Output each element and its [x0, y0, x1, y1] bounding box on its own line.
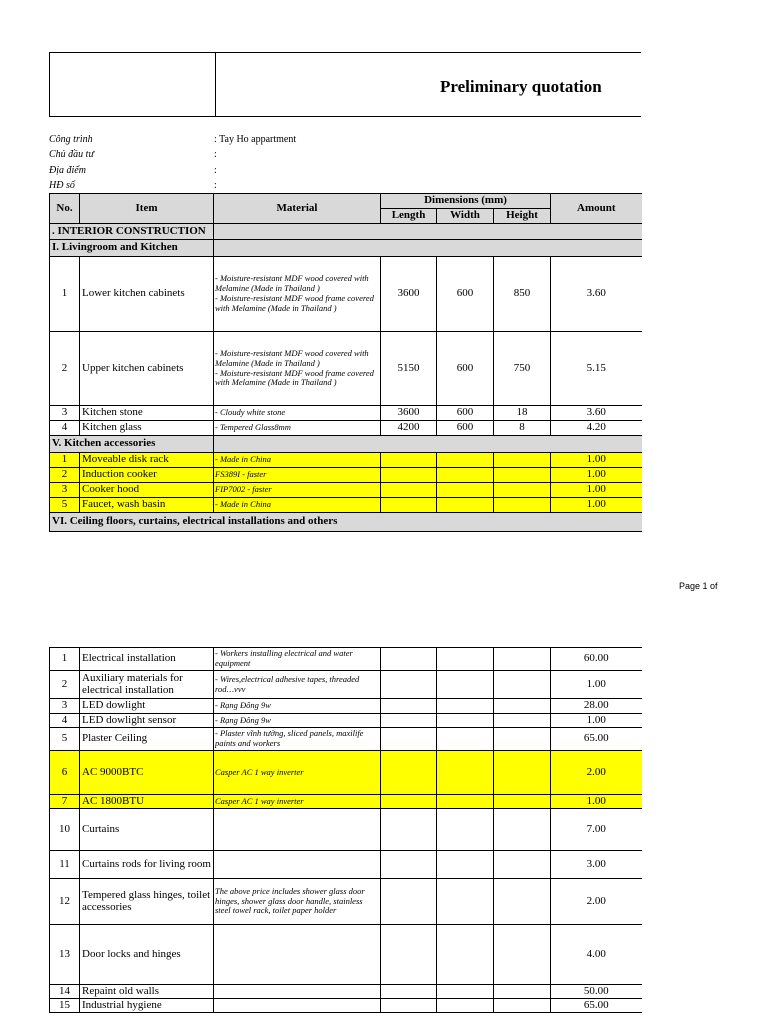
table-row	[50, 332, 642, 406]
table-row	[50, 406, 642, 421]
row-item: Induction cooker	[80, 468, 214, 483]
table-row	[50, 671, 642, 699]
quotation-table-page1	[49, 193, 642, 532]
row-no: 14	[50, 985, 80, 999]
table-row	[50, 999, 642, 1013]
header-dimensions: Dimensions (mm)	[381, 194, 551, 209]
header-material: Material	[214, 194, 381, 224]
row-length: 5150	[381, 332, 437, 406]
row-material: Casper AC 1 way inverter	[214, 795, 381, 809]
header-item: Item	[80, 194, 214, 224]
table-row	[50, 809, 642, 851]
row-amount: 65.00	[551, 728, 642, 751]
row-amount: 50.00	[551, 985, 642, 999]
row-item: LED dowlight	[80, 699, 214, 714]
info-label-project: Công trình	[49, 134, 93, 145]
row-height: 850	[494, 257, 551, 332]
info-value-contract: :	[214, 180, 217, 191]
row-no: 15	[50, 999, 80, 1013]
row-material: FS389I - faster	[214, 468, 381, 483]
row-no: 12	[50, 879, 80, 925]
row-material	[214, 851, 381, 879]
row-no: 1	[50, 648, 80, 671]
title-box	[49, 52, 641, 117]
row-item: AC 9000BTC	[80, 751, 214, 795]
row-item: Faucet, wash basin	[80, 498, 214, 513]
row-item: Upper kitchen cabinets	[80, 332, 214, 406]
row-item: Tempered glass hinges, toilet accessories	[80, 879, 214, 925]
row-amount: 5.15	[551, 332, 642, 406]
row-width: 600	[437, 257, 494, 332]
page2-table-body	[50, 648, 642, 1013]
row-material: - Moisture-resistant MDF wood covered with Melamine (Made in Thailand ) - Moisture-resistant MDF wood frame covered with Melamine (Made in Thailand )	[214, 257, 381, 332]
row-no: 3	[50, 406, 80, 421]
row-material: - Workers installing electrical and water equipment	[214, 648, 381, 671]
row-no: 11	[50, 851, 80, 879]
row-item: Lower kitchen cabinets	[80, 257, 214, 332]
table-row	[50, 648, 642, 671]
row-material	[214, 809, 381, 851]
row-material: - Rạng Đông 9w	[214, 714, 381, 728]
info-value-investor: :	[214, 149, 217, 160]
row-height: 8	[494, 421, 551, 436]
row-width: 600	[437, 421, 494, 436]
row-length: 3600	[381, 257, 437, 332]
row-no: 2	[50, 332, 80, 406]
row-height: 18	[494, 406, 551, 421]
row-amount: 28.00	[551, 699, 642, 714]
row-length: 4200	[381, 421, 437, 436]
row-amount: 1.00	[551, 453, 642, 468]
table-row	[50, 925, 642, 985]
row-no: 2	[50, 671, 80, 699]
row-no: 3	[50, 699, 80, 714]
row-item: Industrial hygiene	[80, 999, 214, 1013]
title-divider	[215, 53, 216, 116]
row-no: 4	[50, 421, 80, 436]
table-row	[50, 751, 642, 795]
row-no: 5	[50, 728, 80, 751]
row-no: 1	[50, 257, 80, 332]
table-row	[50, 699, 642, 714]
section-ceiling-curtains-electrical: VI. Ceiling floors, curtains, electrical installations and others	[50, 513, 642, 532]
row-no: 3	[50, 483, 80, 498]
section-kitchen-accessories: V. Kitchen accessories	[50, 436, 214, 453]
table-row	[50, 985, 642, 999]
row-no: 4	[50, 714, 80, 728]
table-row	[50, 468, 642, 483]
section-livingroom-kitchen: I. Livingroom and Kitchen	[50, 240, 214, 257]
row-no: 10	[50, 809, 80, 851]
row-amount: 3.60	[551, 257, 642, 332]
row-item: LED dowlight sensor	[80, 714, 214, 728]
row-material: - Cloudy white stone	[214, 406, 381, 421]
row-material: - Made in China	[214, 498, 381, 513]
section-interior-construction: . INTERIOR CONSTRUCTION	[50, 224, 214, 240]
row-item: Auxiliary materials for electrical installation	[80, 671, 214, 699]
table-row	[50, 421, 642, 436]
info-value-project: : Tay Ho appartment	[214, 134, 297, 145]
info-value-location: :	[214, 165, 217, 176]
row-no: 6	[50, 751, 80, 795]
header-width: Width	[437, 209, 494, 224]
page-number: Page 1 of	[679, 581, 718, 591]
row-amount: 4.20	[551, 421, 642, 436]
row-item: Curtains rods for living room	[80, 851, 214, 879]
row-material: - Made in China	[214, 453, 381, 468]
row-item: AC 1800BTU	[80, 795, 214, 809]
quotation-table-page2	[49, 647, 642, 1013]
row-material	[214, 985, 381, 999]
header-no: No.	[50, 194, 80, 224]
row-material: Casper AC 1 way inverter	[214, 751, 381, 795]
row-item: Cooker hood	[80, 483, 214, 498]
row-amount: 65.00	[551, 999, 642, 1013]
row-amount: 4.00	[551, 925, 642, 985]
row-item: Repaint old walls	[80, 985, 214, 999]
row-no: 2	[50, 468, 80, 483]
row-item: Curtains	[80, 809, 214, 851]
row-item: Electrical installation	[80, 648, 214, 671]
row-item: Kitchen stone	[80, 406, 214, 421]
row-length: 3600	[381, 406, 437, 421]
row-amount: 2.00	[551, 751, 642, 795]
row-material	[214, 999, 381, 1013]
row-width: 600	[437, 406, 494, 421]
table-row	[50, 453, 642, 468]
table-row	[50, 851, 642, 879]
info-label-investor: Chủ đầu tư	[49, 149, 94, 160]
row-material: The above price includes shower glass door hinges, shower glass door handle, stainless steel towel rack, toilet paper holder	[214, 879, 381, 925]
header-length: Length	[381, 209, 437, 224]
table-row	[50, 879, 642, 925]
table-row	[50, 483, 642, 498]
row-amount: 7.00	[551, 809, 642, 851]
row-amount: 2.00	[551, 879, 642, 925]
header-height: Height	[494, 209, 551, 224]
info-label-location: Địa điểm	[49, 165, 86, 176]
row-no: 7	[50, 795, 80, 809]
row-width: 600	[437, 332, 494, 406]
row-amount: 1.00	[551, 714, 642, 728]
row-amount: 60.00	[551, 648, 642, 671]
table-row	[50, 257, 642, 332]
row-item: Plaster Ceiling	[80, 728, 214, 751]
row-material: FIP7002 - faster	[214, 483, 381, 498]
row-material: - Moisture-resistant MDF wood covered with Melamine (Made in Thailand ) - Moisture-resistant MDF wood frame covered with Melamine (Made in Thailand )	[214, 332, 381, 406]
info-label-contract: HĐ số	[49, 180, 75, 191]
table-row	[50, 714, 642, 728]
row-amount: 3.00	[551, 851, 642, 879]
row-height: 750	[494, 332, 551, 406]
header-amount: Amount	[551, 194, 642, 224]
row-material: - Plaster vĩnh tường, sliced panels, maxilife paints and workers	[214, 728, 381, 751]
row-item: Kitchen glass	[80, 421, 214, 436]
row-amount: 1.00	[551, 483, 642, 498]
row-amount: 1.00	[551, 671, 642, 699]
document-title: Preliminary quotation	[440, 77, 602, 96]
row-amount: 1.00	[551, 498, 642, 513]
table-row	[50, 728, 642, 751]
table-row	[50, 498, 642, 513]
row-no: 1	[50, 453, 80, 468]
row-material: - Rạng Đông 9w	[214, 699, 381, 714]
row-item: Door locks and hinges	[80, 925, 214, 985]
row-amount: 1.00	[551, 468, 642, 483]
row-no: 5	[50, 498, 80, 513]
row-amount: 3.60	[551, 406, 642, 421]
table-row	[50, 795, 642, 809]
row-amount: 1.00	[551, 795, 642, 809]
row-material	[214, 925, 381, 985]
row-item: Moveable disk rack	[80, 453, 214, 468]
row-material: - Tempered Glass8mm	[214, 421, 381, 436]
row-no: 13	[50, 925, 80, 985]
row-material: - Wires,electrical adhesive tapes, threaded rod…vvv	[214, 671, 381, 699]
